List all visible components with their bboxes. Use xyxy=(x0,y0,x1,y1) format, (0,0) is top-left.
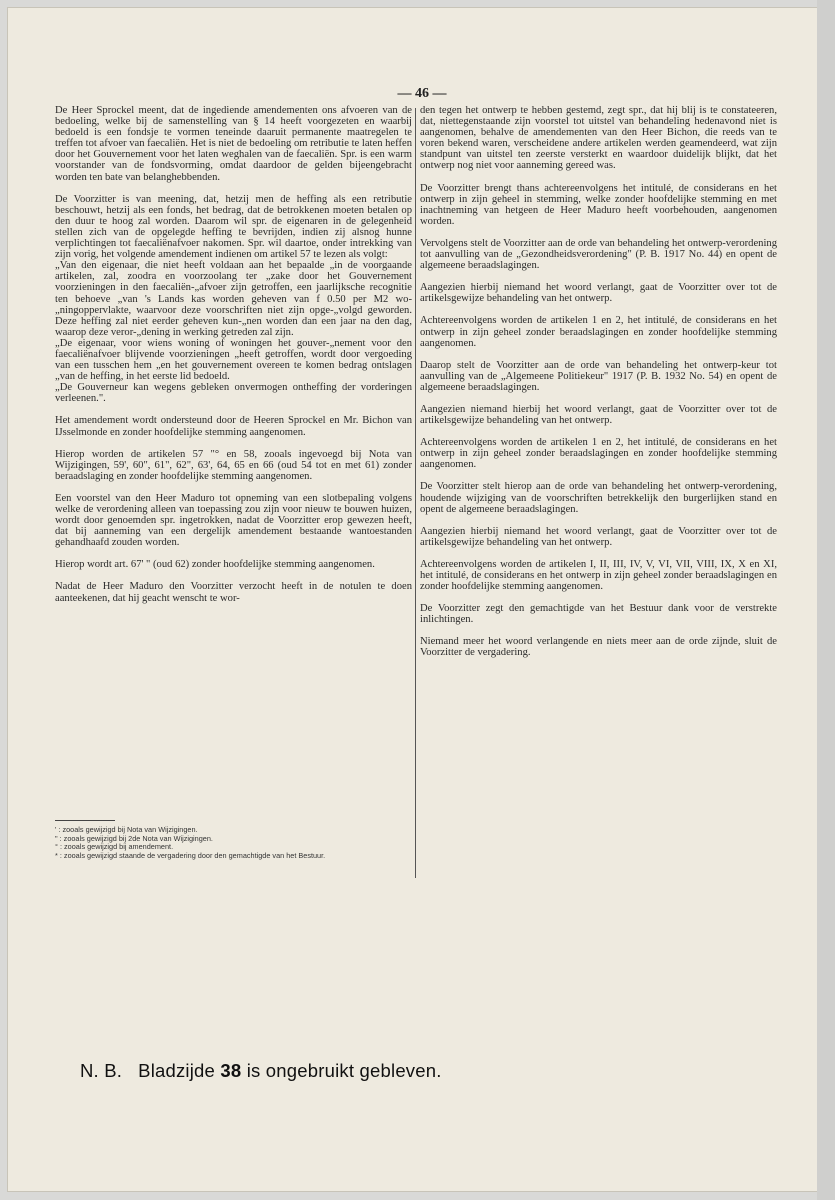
nb-prefix: N. B. xyxy=(80,1060,123,1081)
column-divider xyxy=(415,108,416,878)
paragraph: De Voorzitter stelt hierop aan de orde van behandeling het ontwerp-verordening, houdende wijziging van de voorschriften betrekkelijk den burgerlijken stand en opent de algemeene beraadslagingen. xyxy=(420,481,777,515)
paragraph: Niemand meer het woord verlangende en niets meer aan de orde zijnde, sluit de Voorzitter de vergadering. xyxy=(420,636,777,659)
quoted-paragraph: „De eigenaar, voor wiens woning of woningen het gouver-„nement voor den faecaliënafvoer blijvende voorzieningen „heeft getroffen, wordt door vergoeding van een tusschen hem „en het gouvernement overeen te komen bedrag ontslagen „van de heffing, in het eerste lid bedoeld. xyxy=(55,337,412,383)
quoted-paragraph: „Van den eigenaar, die niet heeft voldaan aan het bepaalde „in de voorgaande artikelen, zal, zoodra en voorzoolang ter „zake door het Gouvernement voorzieningen in den faecaliën-„afvoer zijn getroffen, een jaarlijksche recognitie ten behoeve „van 's Lands kas worden geheven van f 0.50 per M2 wo-„ningoppervlakte, waarvoor deze voorschriften niet zijn opge-„volgd geworden. Deze heffing zal niet eerder geheven kun-„nen worden dan een jaar na den dag, waarop deze veror-„dening in werking getreden zal zijn. xyxy=(55,260,412,338)
quoted-paragraph: „De Gouverneur kan wegens gebleken onvermogen ontheffing der vorderingen verleenen.". xyxy=(55,382,412,405)
paragraph: De Voorzitter zegt den gemachtigde van het Bestuur dank voor de verstrekte inlichtingen. xyxy=(420,603,777,626)
paragraph: De Voorzitter brengt thans achtereenvolgens het intitulé, de considerans en het ontwerp in zijn geheel in stemming, welke zonder hoofdelijke stemming en met inachtneming van hetgeen de Heer Maduro heeft voorbehouden, aangenomen worden. xyxy=(420,182,777,227)
nb-note xyxy=(80,1060,442,1082)
nb-text-after: is ongebruikt gebleven. xyxy=(246,1060,442,1081)
paragraph: Achtereenvolgens worden de artikelen 1 en 2, het intitulé, de considerans en het ontwerp in zijn geheel zonder beraadslagingen en zonder hoofdelijke stemming aangenomen. xyxy=(420,437,777,471)
footnote: " : zooals gewijzigd bij 2de Nota van Wijzigingen. xyxy=(55,833,213,843)
paragraph: Achtereenvolgens worden de artikelen I, II, III, IV, V, VI, VII, VIII, IX, X en XI, het intitulé, de considerans en het ontwerp in zijn geheel zonder beraadslagingen en zonder hoofdelijke stemming aangenomen. xyxy=(420,558,777,593)
paragraph: Hierop worden de artikelen 57 "° en 58, zooals ingevoegd bij Nota van Wijzigingen, 59', 60", 61", 62", 63', 64, 65 en 66 (oud 54 tot en met 61) zonder beraadslaging en zonder hoofdelijke stemming aangenomen. xyxy=(55,448,412,482)
paragraph: Hierop wordt art. 67' " (oud 62) zonder hoofdelijke stemming aangenomen. xyxy=(55,559,375,571)
left-column xyxy=(55,105,412,615)
footnote: ' : zooals gewijzigd bij Nota van Wijzigingen. xyxy=(55,825,198,834)
paragraph: Aangezien hierbij niemand het woord verlangt, gaat de Voorzitter over tot de artikelsgewijze behandeling van het ontwerp. xyxy=(420,525,777,548)
page-number: — 46 — xyxy=(397,86,447,101)
paragraph: Een voorstel van den Heer Maduro tot opneming van een slotbepaling volgens welke de verordening alleen van toepassing zou zijn voor nieuw te bouwen huizen, wordt door genoemden spr. ingetrokken, nadat de Voorzitter erop gewezen heeft, dat bij aanneming van een dergelijk amendement bestaande wantoestanden gehandhaafd zouden worden. xyxy=(55,492,412,549)
footnotes xyxy=(55,820,412,860)
paragraph: Achtereenvolgens worden de artikelen 1 en 2, het intitulé, de considerans en het ontwerp in zijn geheel zonder beraadslagingen en zonder hoofdelijke stemming aangenomen. xyxy=(420,315,777,349)
footnote: * : zooals gewijzigd staande de vergadering door den gemachtigde van het Bestuur. xyxy=(55,850,326,860)
right-column xyxy=(420,105,777,670)
paragraph: De Heer Sprockel meent, dat de ingediende amendementen ons afvoeren van de bedoeling, welke bij de samenstelling van § 14 heeft voorgezeten en waarbij bedoeld is een fondsje te vormen teneinde daaruit permanente maatregelen te treffen tot afvoer van faecaliën. Het is niet de bedoeling om retributie te laten heffen door het Gouvernement voor het laten weghalen van de faecaliën. Spr. is een warm voorstander van de fondsvorming, omdat daardoor de gelden bijeengebracht worden ten bate van belanghebbenden. xyxy=(55,105,412,183)
paragraph: den tegen het ontwerp te hebben gestemd, zegt spr., dat hij blij is te constateeren, dat, niettegenstaande zijn voorstel tot uitstel van behandeling hedenavond niet is aangenomen, behalve de amendementen van den Heer Bichon, die reeds van te voren bekend waren, verscheidene andere artikelen werden geamendeerd, wat zijn standpunt van uitstel ten zeerste versterkt en waardoor duidelijk blijkt, dat het ontwerp nog niet voor aanneming gereed was. xyxy=(420,105,777,172)
footnote-rule xyxy=(55,820,115,821)
paragraph: Nadat de Heer Maduro den Voorzitter verzocht heeft in de notulen te doen aanteekenen, dat hij geacht wenscht te wor- xyxy=(55,581,412,604)
paragraph: Aangezien niemand hierbij het woord verlangt, gaat de Voorzitter over tot de artikelsgewijze behandeling van het ontwerp. xyxy=(420,403,777,427)
paragraph: Het amendement wordt ondersteund door de Heeren Sprockel en Mr. Bichon van IJsselmonde en zonder hoofdelijke stemming aangenomen. xyxy=(55,415,412,438)
paragraph: Vervolgens stelt de Voorzitter aan de orde van behandeling het ontwerp-verordening tot aanvulling van de „Gezondheidsverordening" (P. B. 1917 No. 44) en opent de algemeene beraadslagingen. xyxy=(420,237,777,272)
paragraph: Daarop stelt de Voorzitter aan de orde van behandeling het ontwerp-keur tot aanvulling van de „Algemeene Politiekeur" 1917 (P. B. 1932 No. 54) en opent de algemeene beraadslagingen. xyxy=(420,359,777,393)
paragraph: De Voorzitter is van meening, dat, hetzij men de heffing als een retributie beschouwt, hetzij als een fonds, het bedrag, dat de betrokkenen moeten betalen op den duur te hoog zal worden. Daarom wil spr. de eigenaren in de gelegenheid stellen zich van de opgelegde heffing te bevrijden, indien zij alsnog hunne verplichtingen tot faecaliënafvoer nakomen. Spr. wil daartoe, onder intrekking van zijn vorig, het volgende amendement indienen om artikel 57 te lezen als volgt: xyxy=(55,193,412,261)
footnote: ° : zooals gewijzigd bij amendement. xyxy=(55,842,174,852)
nb-text-before: Bladzijde xyxy=(138,1060,216,1081)
page-edge xyxy=(817,0,835,1200)
nb-page-number: 38 xyxy=(220,1060,242,1081)
paragraph: Aangezien hierbij niemand het woord verlangt, gaat de Voorzitter over tot de artikelsgewijze behandeling van het ontwerp. xyxy=(420,282,777,305)
